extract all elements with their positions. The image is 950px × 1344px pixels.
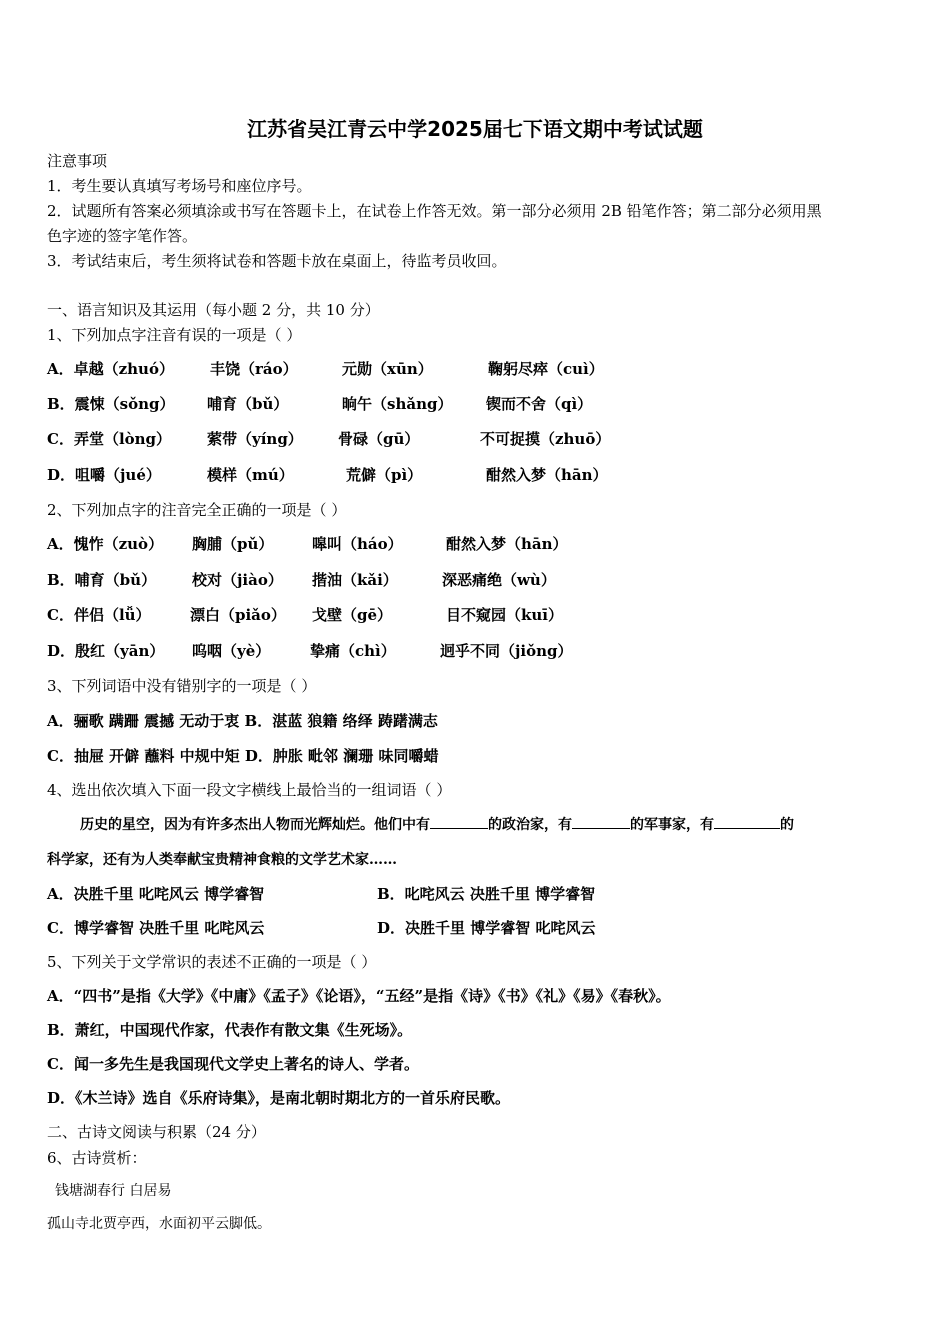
option-cell: A．决胜千里 叱咤风云 博学睿智 [47, 885, 265, 903]
option-cell: D．咀嚼（jué） [47, 466, 161, 484]
section-heading: 二、古诗文阅读与积累（24 分） [47, 1123, 266, 1141]
option-row: C．闻一多先生是我国现代文学史上著名的诗人、学者。 [47, 1055, 419, 1073]
option-cell: 元勋（xūn） [342, 360, 433, 378]
option-cell: B．哺育（bǔ） [47, 571, 157, 589]
option-cell: D．殷红（yān） [47, 642, 165, 660]
option-cell: 戈壁（gē） [312, 606, 393, 624]
fill-blank [572, 814, 630, 829]
fill-blank [430, 814, 488, 829]
poem-line: 孤山寺北贾亭西，水面初平云脚低。 [47, 1216, 271, 1232]
option-cell: 酣然入梦（hān） [486, 466, 608, 484]
option-cell: 挚痛（chì） [310, 642, 396, 660]
passage-text: 的 [780, 817, 794, 833]
option-cell: 目不窥园（kuī） [446, 606, 563, 624]
option-cell: 丰饶（ráo） [210, 360, 298, 378]
option-cell: 胸脯（pǔ） [192, 535, 274, 553]
passage-text: 的军事家，有 [630, 817, 714, 833]
question-stem: 1、下列加点字注音有误的一项是（ ） [47, 326, 302, 344]
option-cell: 萦带（yíng） [207, 430, 303, 448]
option-row: A．骊歌 蹒跚 震撼 无动于衷 B．湛蓝 狼籍 络绎 踌躇满志 [47, 712, 438, 730]
notice-item: 色字迹的签字笔作答。 [47, 227, 198, 245]
question-stem: 4、选出依次填入下面一段文字横线上最恰当的一组词语（ ） [47, 781, 452, 799]
option-row: B．萧红，中国现代作家，代表作有散文集《生死场》。 [47, 1021, 413, 1039]
question-stem: 3、下列词语中没有错别字的一项是（ ） [47, 677, 317, 695]
question-stem: 5、下列关于文学常识的表述不正确的一项是（ ） [47, 953, 377, 971]
option-cell: 模样（mú） [207, 466, 294, 484]
option-cell: 哺育（bǔ） [207, 395, 289, 413]
question-stem: 2、下列加点字的注音完全正确的一项是（ ） [47, 501, 347, 519]
option-row: C．抽屉 开僻 蘸料 中规中矩 D．肿胀 毗邻 澜珊 味同嚼蜡 [47, 747, 439, 765]
option-cell: 骨碌（gū） [338, 430, 420, 448]
option-cell: 揩油（kǎi） [312, 571, 398, 589]
passage-text: 的政治家，有 [488, 817, 572, 833]
option-cell: 鞠躬尽瘁（cuì） [488, 360, 604, 378]
option-cell: C．弄堂（lòng） [47, 430, 172, 448]
fill-blank [714, 814, 780, 829]
passage-line [80, 814, 794, 835]
notice-item: 3．考试结束后，考生须将试卷和答题卡放在桌面上，待监考员收回。 [47, 252, 507, 270]
option-cell: A．卓越（zhuó） [47, 360, 174, 378]
question-stem: 6、古诗赏析： [47, 1149, 147, 1167]
option-cell: 锲而不舍（qì） [486, 395, 593, 413]
option-row: A．“四书”是指《大学》《中庸》《孟子》《论语》，“五经”是指《诗》《书》《礼》《易》《春秋》。 [47, 987, 671, 1005]
section-heading: 一、语言知识及其运用（每小题 2 分，共 10 分） [47, 301, 380, 319]
option-cell: 校对（jiào） [192, 571, 283, 589]
notice-heading: 注意事项 [47, 152, 108, 170]
option-row: D．《木兰诗》选自《乐府诗集》，是南北朝时期北方的一首乐府民歌。 [47, 1089, 511, 1107]
option-cell: 荒僻（pì） [346, 466, 423, 484]
option-cell: C．伴侣（lǚ） [47, 606, 151, 624]
passage-line: 科学家，还有为人类奉献宝贵精神食粮的文学艺术家…… [47, 852, 397, 868]
option-cell: C．博学睿智 决胜千里 叱咤风云 [47, 919, 265, 937]
option-cell: 迥乎不同（jiǒng） [440, 642, 573, 660]
poem-title: 钱塘湖春行 白居易 [55, 1183, 172, 1199]
option-cell: D．决胜千里 博学睿智 叱咤风云 [377, 919, 596, 937]
option-cell: B．震悚（sǒng） [47, 395, 175, 413]
option-cell: 不可捉摸（zhuō） [480, 430, 611, 448]
option-cell: 漂白（piǎo） [190, 606, 286, 624]
option-cell: 晌午（shǎng） [342, 395, 453, 413]
option-cell: 深恶痛绝（wù） [442, 571, 556, 589]
option-cell: 酣然入梦（hān） [446, 535, 568, 553]
option-cell: 嗥叫（háo） [312, 535, 403, 553]
option-cell: B．叱咤风云 决胜千里 博学睿智 [377, 885, 596, 903]
notice-item: 1．考生要认真填写考场号和座位序号。 [47, 177, 312, 195]
passage-text: 历史的星空，因为有许多杰出人物而光辉灿烂。他们中有 [80, 817, 430, 833]
page-title: 江苏省吴江青云中学2025届七下语文期中考试试题 [247, 117, 703, 141]
option-cell: 呜咽（yè） [192, 642, 271, 660]
option-cell: A．愧怍（zuò） [47, 535, 164, 553]
notice-item: 2．试题所有答案必须填涂或书写在答题卡上，在试卷上作答无效。第一部分必须用 2B 铅笔作答；第二部分必须用黑 [47, 202, 822, 220]
